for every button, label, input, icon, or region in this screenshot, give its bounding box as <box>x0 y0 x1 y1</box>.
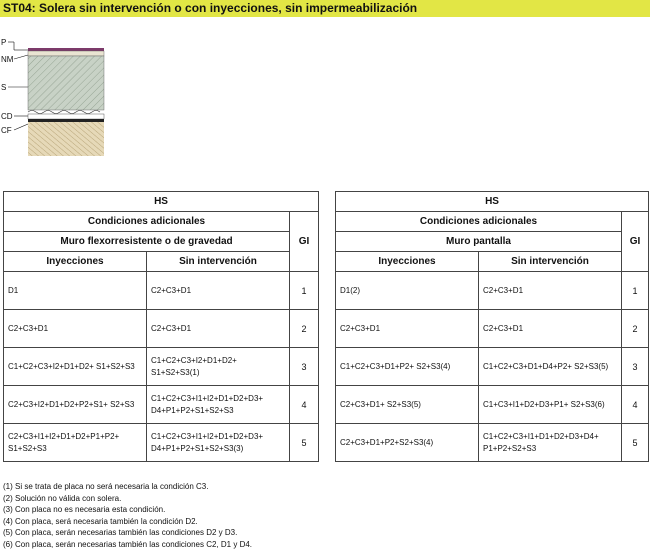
injections-cell: C2+C3+I2+D1+D2+P2+S1+ S2+S3 <box>4 386 147 424</box>
no-intervention-cell: C1+C3+I1+D2+D3+P1+ S2+S3(6) <box>479 386 622 424</box>
pavement-layer <box>28 48 104 51</box>
injections-cell: C2+C3+I1+I2+D1+D2+P1+P2+ S1+S2+S3 <box>4 424 147 462</box>
drain-layer <box>28 114 104 119</box>
table-row <box>336 272 649 310</box>
floor-section-diagram <box>0 30 120 160</box>
hs-header: HS <box>336 192 649 212</box>
gi-cell: 1 <box>622 272 649 310</box>
conditions-header: Condiciones adicionales <box>336 212 622 232</box>
injections-cell: C1+C2+C3+D1+P2+ S2+S3(4) <box>336 348 479 386</box>
conditions-header: Condiciones adicionales <box>4 212 290 232</box>
table-row <box>4 386 319 424</box>
injections-cell: C2+C3+D1 <box>336 310 479 348</box>
soil-layer <box>28 122 104 156</box>
footnote: (1) Si se trata de placa no será necesaria la condición C3. <box>3 482 209 491</box>
wall-type-header: Muro flexorresistente o de gravedad <box>4 232 290 252</box>
injections-cell: C2+C3+D1+P2+S2+S3(4) <box>336 424 479 462</box>
table-row <box>336 310 649 348</box>
footnote: (3) Con placa no es necesaria esta condición. <box>3 505 166 514</box>
no-intervention-cell: C2+C3+D1 <box>147 310 290 348</box>
gi-cell: 3 <box>622 348 649 386</box>
gi-cell: 3 <box>290 348 319 386</box>
label-cf: CF <box>1 126 12 135</box>
table-row <box>4 310 319 348</box>
label-s: S <box>1 83 7 92</box>
wall-type-header: Muro pantalla <box>336 232 622 252</box>
mortar-layer <box>28 51 104 56</box>
no-intervention-header: Sin intervención <box>479 252 622 272</box>
right-conditions-table <box>335 191 649 462</box>
footnote: (6) Con placa, serán necesarias también las condiciones C2, D1 y D4. <box>3 539 253 549</box>
gi-cell: 4 <box>290 386 319 424</box>
table-row <box>336 348 649 386</box>
footnote: (2) Solución no válida con solera. <box>3 493 122 503</box>
table-row <box>4 272 319 310</box>
gi-header: GI <box>622 212 649 272</box>
page-title: ST04: Solera sin intervención o con inyecciones, sin impermeabilización <box>0 0 650 17</box>
left-conditions-table <box>3 191 319 462</box>
slab-layer <box>28 56 104 110</box>
no-intervention-cell: C1+C2+C3+I1+I2+D1+D2+D3+ D4+P1+P2+S1+S2+S3 <box>147 386 290 424</box>
no-intervention-cell: C1+C2+C3+I1+D1+D2+D3+D4+ P1+P2+S2+S3 <box>479 424 622 462</box>
injections-header: Inyecciones <box>4 252 147 272</box>
no-intervention-cell: C1+C2+C3+D1+D4+P2+ S2+S3(5) <box>479 348 622 386</box>
footnotes <box>3 481 643 550</box>
gi-cell: 2 <box>290 310 319 348</box>
no-intervention-header: Sin intervención <box>147 252 290 272</box>
no-intervention-cell: C1+C2+C3+I1+I2+D1+D2+D3+ D4+P1+P2+S1+S2+S3(3) <box>147 424 290 462</box>
membrane-layer <box>28 119 104 122</box>
injections-cell: C2+C3+D1 <box>4 310 147 348</box>
gi-cell: 5 <box>622 424 649 462</box>
hs-header: HS <box>4 192 319 212</box>
injections-cell: D1(2) <box>336 272 479 310</box>
footnote: (4) Con placa, será necesaria también la condición D2. <box>3 516 198 526</box>
table-row <box>336 424 649 462</box>
injections-header: Inyecciones <box>336 252 479 272</box>
label-cd: CD <box>1 112 13 121</box>
gi-cell: 5 <box>290 424 319 462</box>
no-intervention-cell: C2+C3+D1 <box>479 310 622 348</box>
gi-cell: 1 <box>290 272 319 310</box>
table-row <box>4 348 319 386</box>
injections-cell: C1+C2+C3+I2+D1+D2+ S1+S2+S3 <box>4 348 147 386</box>
footnote: (5) Con placa, serán necesarias también las condiciones D2 y D3. <box>3 528 238 537</box>
gi-cell: 2 <box>622 310 649 348</box>
no-intervention-cell: C2+C3+D1 <box>479 272 622 310</box>
gi-header: GI <box>290 212 319 272</box>
label-p: P <box>1 38 7 47</box>
label-nm: NM <box>1 55 14 64</box>
injections-cell: C2+C3+D1+ S2+S3(5) <box>336 386 479 424</box>
no-intervention-cell: C1+C2+C3+I2+D1+D2+ S1+S2+S3(1) <box>147 348 290 386</box>
table-row <box>336 386 649 424</box>
gi-cell: 4 <box>622 386 649 424</box>
injections-cell: D1 <box>4 272 147 310</box>
no-intervention-cell: C2+C3+D1 <box>147 272 290 310</box>
table-row <box>4 424 319 462</box>
